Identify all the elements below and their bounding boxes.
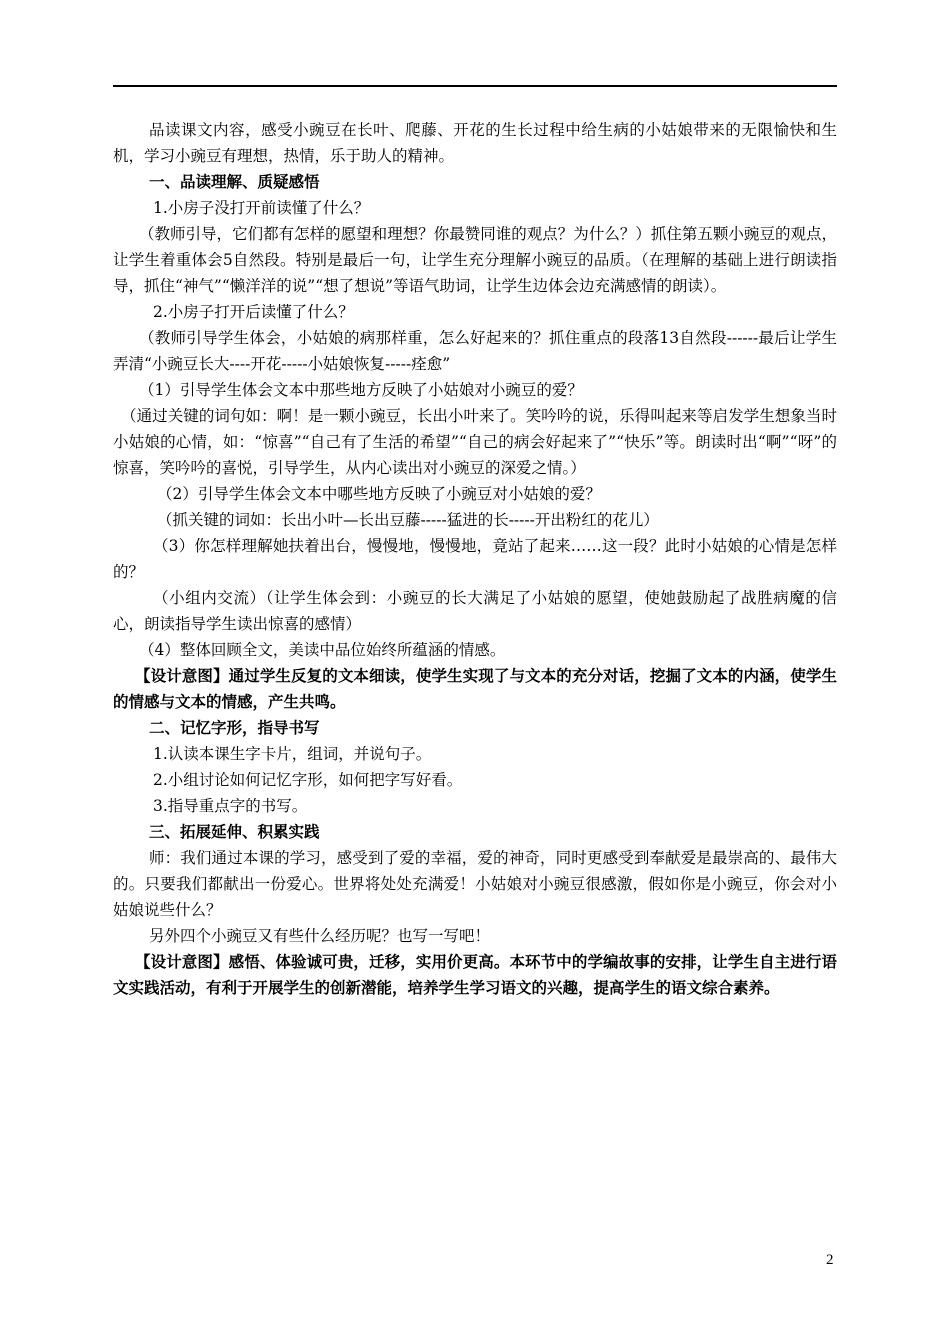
paragraph: 三、拓展延伸、积累实践: [149, 822, 320, 841]
paragraph: 另外四个小豌豆又有些什么经历呢？也写一写吧！: [149, 927, 491, 945]
paragraph: 一、品读理解、质疑感悟: [149, 172, 320, 191]
paragraph: （2）引导学生体会文本中哪些地方反映了小豌豆对小姑娘的爱？: [157, 485, 601, 503]
paragraph: 【设计意图】感悟、体验诚可贵，迁移，实用价更高。本环节中的学编故事的安排，让学生自主进行语文实践活动，有利于开展学生的创新潜能，培养学生学习语文的兴趣，提高学生的语文综合素养。: [113, 952, 837, 997]
paragraph: 1.小房子没打开前读懂了什么？: [153, 199, 370, 217]
paragraph: 二、记忆字形，指导书写: [149, 718, 320, 737]
paragraph: （教师引导学生体会，小姑娘的病那样重，怎么好起来的？抓住重点的段落13自然段------最后让学生弄清“小豌豆长大----开花-----小姑娘恢复-----痊愈”: [113, 329, 837, 373]
paragraph: 2.小组讨论如何记忆字形，如何把字写好看。: [153, 771, 463, 789]
paragraph: 2.小房子打开后读懂了什么？: [153, 303, 354, 321]
paragraph: 品读课文内容，感受小豌豆在长叶、爬藤、开花的生长过程中给生病的小姑娘带来的无限愉快和生机，学习小豌豆有理想，热情，乐于助人的精神。: [113, 121, 837, 165]
paragraph: （4）整体回顾全文，美读中品位始终所蕴涵的情感。: [139, 641, 506, 659]
document-body: [113, 117, 837, 1001]
paragraph: （教师引导，它们都有怎样的愿望和理想？你最赞同谁的观点？为什么？）抓住第五颗小豌豆的观点，让学生着重体会5自然段。特别是最后一句，让学生充分理解小豌豆的品质。（在理解的基础上进行朗读指导，抓住“神气”“懒洋洋的说”“想了想说”等语气助词，让学生边体会边充满感情的朗读）。: [113, 225, 837, 295]
paragraph: （3）你怎样理解她扶着出台，慢慢地，慢慢地，竟站了起来……这一段？此时小姑娘的心情是怎样的？: [113, 537, 837, 581]
paragraph: 师：我们通过本课的学习，感受到了爱的幸福，爱的神奇，同时更感受到奉献爱是最崇高的、最伟大的。只要我们都献出一份爱心。世界将处处充满爱！小姑娘对小豌豆很感激，假如你是小豌豆，你会对小姑娘说些什么？: [113, 849, 837, 919]
page-number: 2: [826, 1252, 834, 1268]
header-rule: [113, 85, 837, 87]
paragraph: （抓关键的词如：长出小叶—长出豆藤-----猛进的长-----开出粉红的花儿）: [157, 511, 659, 529]
paragraph: 【设计意图】通过学生反复的文本细读，使学生实现了与文本的充分对话，挖掘了文本的内涵，使学生的情感与文本的情感，产生共鸣。: [113, 666, 837, 711]
paragraph: （1）引导学生体会文本中那些地方反映了小姑娘对小豌豆的爱？: [139, 381, 583, 399]
paragraph: 3.指导重点字的书写。: [153, 797, 308, 815]
paragraph: （小组内交流）（让学生体会到：小豌豆的长大满足了小姑娘的愿望，使她鼓励起了战胜病魔的信心，朗读指导学生读出惊喜的感情）: [113, 589, 837, 633]
paragraph: 1.认读本课生字卡片，组词，并说句子。: [153, 745, 432, 763]
paragraph: （通过关键的词句如：啊！是一颗小豌豆，长出小叶来了。笑吟吟的说，乐得叫起来等启发学生想象当时小姑娘的心情，如：“惊喜”“自己有了生活的希望”“自己的病会好起来了”“快乐”等。朗读时出“啊”“呀”的惊喜，笑吟吟的喜悦，引导学生，从内心读出对小豌豆的深爱之情。）: [113, 407, 837, 477]
